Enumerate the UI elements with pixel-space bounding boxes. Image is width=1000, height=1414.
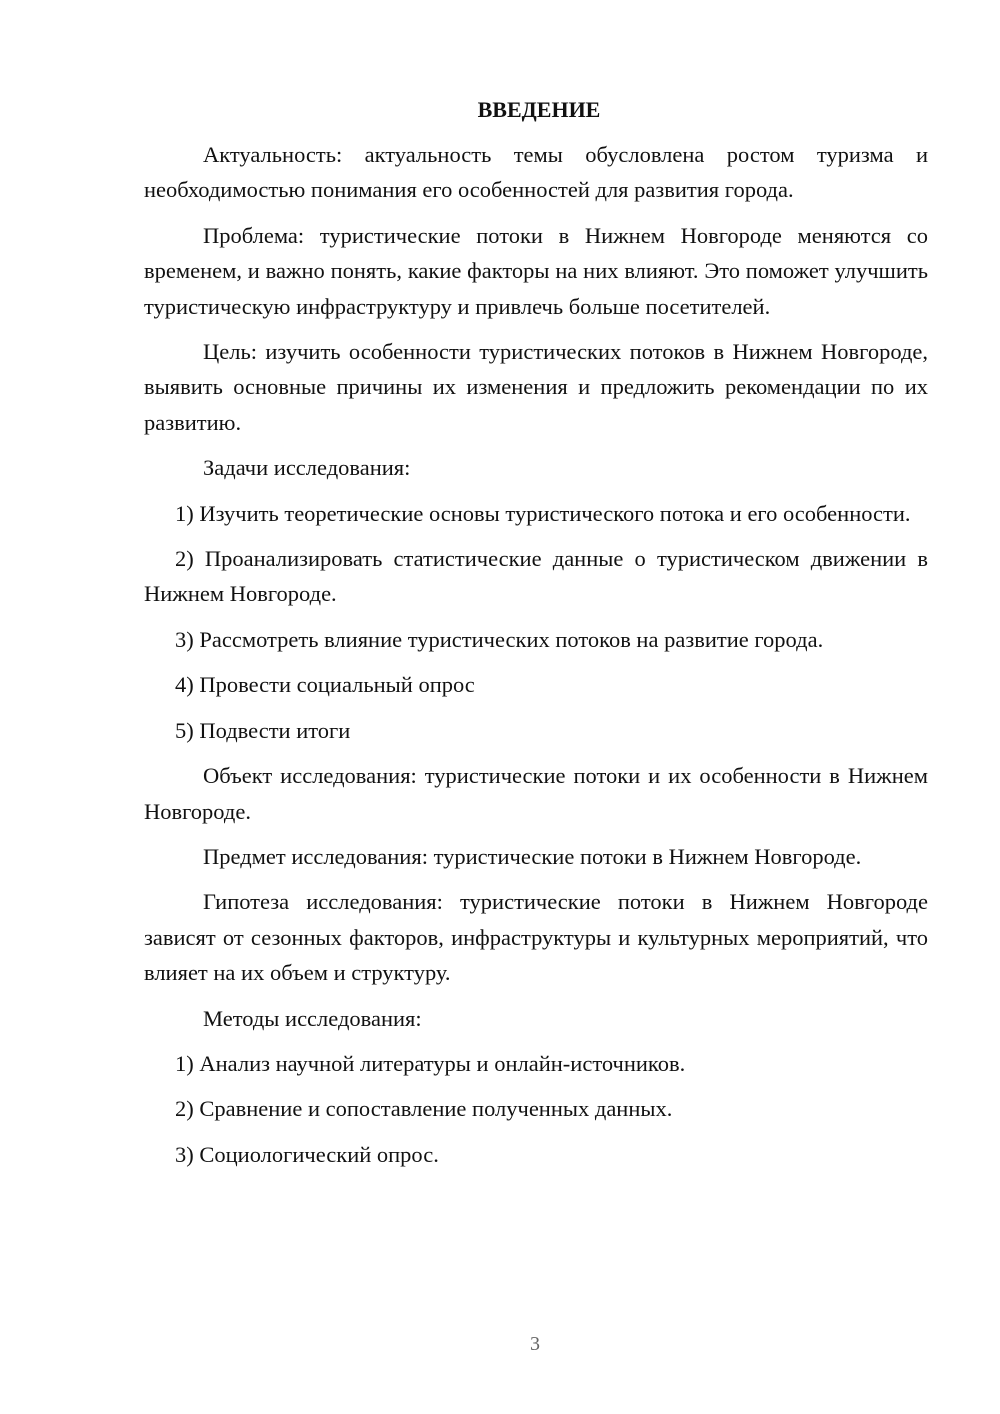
paragraph-hypothesis: Гипотеза исследования: туристические потоки в Нижнем Новгороде зависят от сезонных факторов, инфраструктуры и культурных мероприятий, что влияет на их объем и структуру.	[144, 889, 928, 986]
paragraph-goal: Цель: изучить особенности туристических потоков в Нижнем Новгороде, выявить основные причины их изменения и предложить рекомендации по их развитию.	[144, 339, 928, 435]
page-number: 3	[530, 1333, 540, 1355]
method-item-1: 1) Анализ научной литературы и онлайн-источников.	[175, 1050, 686, 1076]
paragraph-relevance: Актуальность: актуальность темы обусловлена ростом туризма и необходимостью понимания его особенностей для развития города.	[144, 142, 928, 203]
paragraph-methods-heading: Методы исследования:	[203, 1005, 422, 1031]
paragraph-object: Объект исследования: туристические потоки и их особенности в Нижнем Новгороде.	[144, 763, 928, 824]
task-item-4: 4) Провести социальный опрос	[175, 672, 475, 698]
task-item-3: 3) Рассмотреть влияние туристических потоков на развитие города.	[175, 626, 824, 652]
task-item-5: 5) Подвести итоги	[175, 717, 351, 743]
section-title: ВВЕДЕНИЕ	[477, 97, 601, 122]
document-page	[144, 92, 928, 1182]
task-item-2: 2) Проанализировать статистические данные о туристическом движении в Нижнем Новгороде.	[144, 546, 928, 607]
paragraph-problem: Проблема: туристические потоки в Нижнем Новгороде меняются со временем, и важно понять, какие факторы на них влияют. Это поможет улучшить туристическую инфраструктуру и привлечь больше посетителей.	[144, 222, 928, 319]
paragraph-tasks-heading: Задачи исследования:	[203, 455, 411, 481]
method-item-2: 2) Сравнение и сопоставление полученных данных.	[175, 1096, 673, 1122]
method-item-3: 3) Социологический опрос.	[175, 1141, 439, 1167]
task-item-1: 1) Изучить теоретические основы туристического потока и его особенности.	[175, 500, 911, 526]
paragraph-subject: Предмет исследования: туристические потоки в Нижнем Новгороде.	[203, 843, 862, 869]
